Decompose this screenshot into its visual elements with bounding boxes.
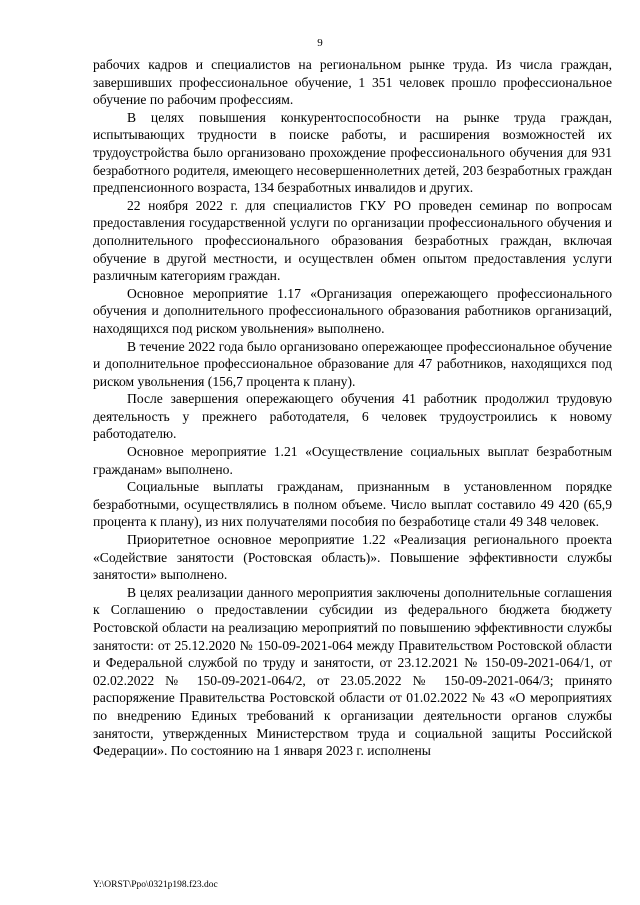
paragraph: В течение 2022 года было организовано опережающее профессиональное обучение и дополнительное профессиональное образование для 47 работников, находящихся под риском увольнения (156,7 процента к плану). [93, 338, 612, 389]
paragraph-continuation: рабочих кадров и специалистов на региональном рынке труда. Из числа граждан, завершивших профессиональное обучение, 1 351 человек прошло профессиональное обучение по рабочим профессиям. [93, 57, 612, 108]
paragraph: В целях реализации данного мероприятия заключены дополнительные соглашения к Соглашению о предоставлении субсидии из федерального бюджета бюджету Ростовской области на реализацию мероприятий по повышению эффективности службы занятости: от 25.12.2020 № 150-09-2021-064 между Правительством Ростовской области и Федеральной службой по труду и занятости, от 23.12.2021 № 150-09-2021-064/1, от 02.02.2022 № 150-09-2021-064/2, от 23.05.2022 № 150-09-2021-064/3; принято распоряжение Правительства Ростовской области от 01.02.2022 № 43 «О мероприятиях по внедрению Единых требований к организации деятельности органов службы занятости, утвержденных Министерством труда и социальной защиты Российской Федерации». По состоянию на 1 января 2023 г. исполнены [93, 584, 612, 759]
file-path-footer: Y:\ORST\Ppo\0321p198.f23.doc [93, 880, 218, 890]
paragraph: Основное мероприятие 1.17 «Организация опережающего профессионального обучения и дополнительного профессионального образования работников организаций, находящихся под риском увольнения» выполнено. [93, 285, 612, 336]
paragraph: Социальные выплаты гражданам, признанным в установленном порядке безработными, осуществлялись в полном объеме. Число выплат составило 49 420 (65,9 процента к плану), из них получателями пособия по безработице стали 49 348 человек. [93, 479, 612, 530]
paragraph: Основное мероприятие 1.21 «Осуществление социальных выплат безработным гражданам» выполнено. [93, 444, 612, 477]
paragraph: Приоритетное основное мероприятие 1.22 «Реализация регионального проекта «Содействие занятости (Ростовская область)». Повышение эффективности службы занятости» выполнено. [93, 532, 612, 583]
document-body [93, 56, 612, 760]
paragraph: 22 ноября 2022 г. для специалистов ГКУ РО проведен семинар по вопросам предоставления государственной услуги по организации профессионального обучения и дополнительного профессионального образования безработных граждан, включая обучение в другой местности, и осуществлен обмен опытом предоставления услуги различным категориям граждан. [93, 197, 612, 284]
paragraph: В целях повышения конкурентоспособности на рынке труда граждан, испытывающих трудности в поиске работы, и расширения возможностей их трудоустройства было организовано прохождение профессионального обучения для 931 безработного родителя, имеющего несовершеннолетних детей, 203 безработных граждан предпенсионного возраста, 134 безработных инвалидов и других. [93, 109, 612, 196]
paragraph: После завершения опережающего обучения 41 работник продолжил трудовую деятельность у прежнего работодателя, 6 человек трудоустроились к новому работодателю. [93, 391, 612, 442]
page-number: 9 [317, 37, 323, 49]
